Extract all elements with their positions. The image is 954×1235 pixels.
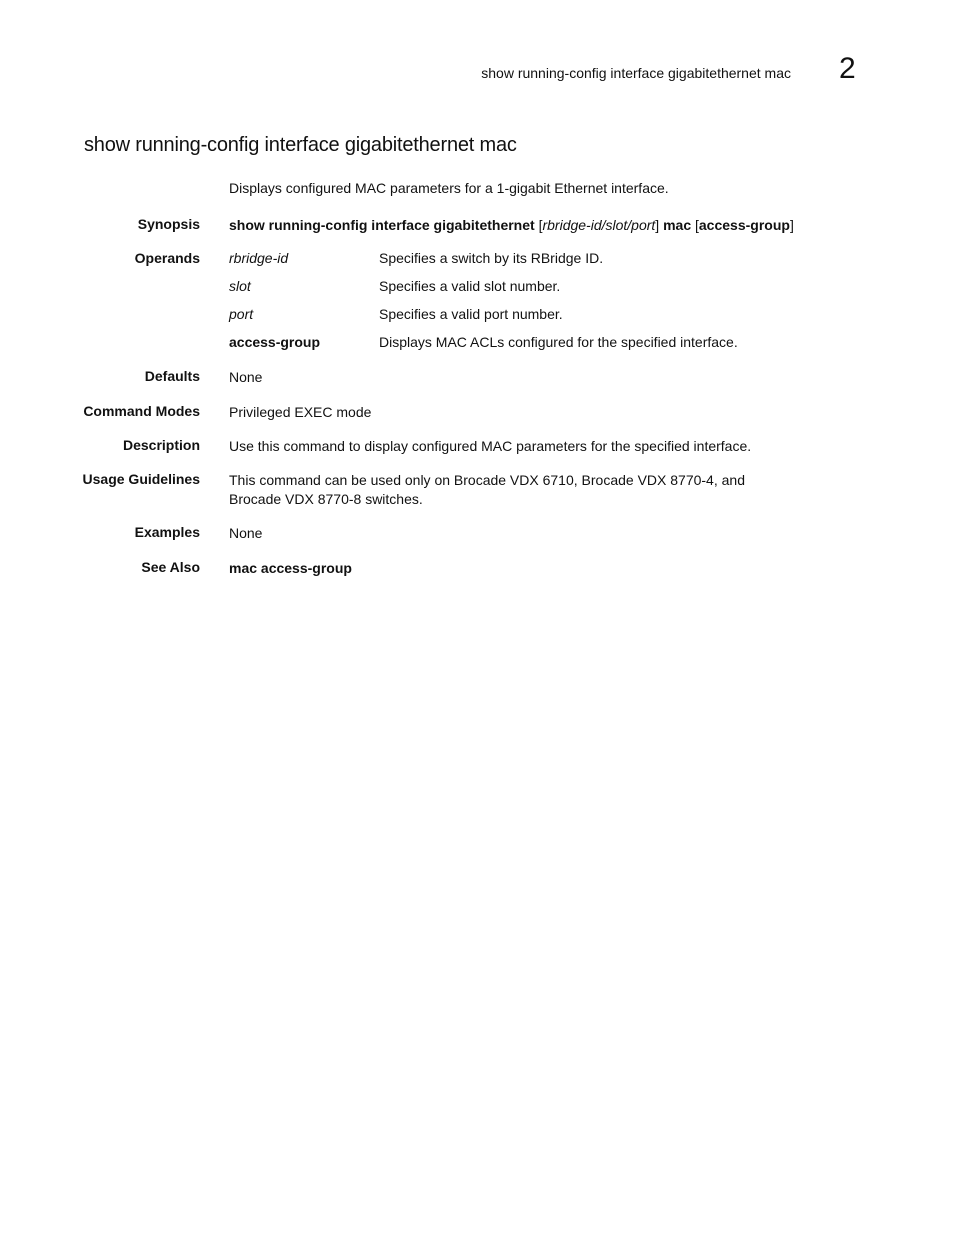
operand-description: Displays MAC ACLs configured for the specified interface.	[379, 334, 738, 350]
see-also-label: See Also	[141, 559, 200, 575]
synopsis-bracket-close-2: ]	[789, 217, 794, 233]
operand-description: Specifies a switch by its RBridge ID.	[379, 250, 604, 266]
usage-guidelines-label: Usage Guidelines	[82, 471, 200, 487]
operand-name: access-group	[229, 334, 321, 350]
operand-name: rbridge-id	[229, 250, 289, 266]
see-also-link[interactable]: mac access-group	[229, 560, 352, 576]
operand-description: Specifies a valid slot number.	[379, 278, 561, 294]
examples-text: None	[229, 525, 263, 541]
chapter-number: 2	[839, 52, 856, 85]
synopsis-bracket-close: ]	[655, 217, 660, 233]
defaults-text: None	[229, 369, 263, 385]
synopsis-bracket-open: [	[538, 217, 543, 233]
operand-name: slot	[229, 278, 251, 294]
operand-name: port	[229, 306, 254, 322]
synopsis-command: show running-config interface gigabitethernet	[229, 217, 535, 233]
usage-guidelines-line: Brocade VDX 8770-8 switches.	[229, 491, 423, 507]
synopsis-content	[229, 216, 819, 235]
defaults-label: Defaults	[144, 368, 200, 384]
examples-label: Examples	[134, 524, 200, 540]
usage-guidelines-line: This command can be used only on Brocade VDX 6710, Brocade VDX 8770-4, and	[229, 472, 745, 488]
operand-description: Specifies a valid port number.	[379, 306, 563, 322]
description-label: Description	[122, 437, 200, 453]
command-modes-text: Privileged EXEC mode	[229, 404, 372, 420]
synopsis-keyword-access-group: access-group	[698, 217, 790, 233]
page-title: show running-config interface gigabitethernet mac	[84, 134, 517, 156]
synopsis-keyword-mac: mac	[663, 217, 692, 233]
synopsis-argument: rbridge-id/slot/port	[542, 217, 656, 233]
usage-guidelines-text	[229, 471, 819, 509]
command-modes-label: Command Modes	[83, 403, 200, 419]
operands-label: Operands	[134, 250, 200, 266]
intro-text: Displays configured MAC parameters for a 1-gigabit Ethernet interface.	[229, 180, 669, 196]
description-text: Use this command to display configured MAC parameters for the specified interface.	[229, 438, 752, 454]
running-header: show running-config interface gigabitethernet mac	[481, 65, 791, 81]
synopsis-label: Synopsis	[137, 216, 200, 232]
synopsis-bracket-open-2: [	[695, 217, 699, 233]
